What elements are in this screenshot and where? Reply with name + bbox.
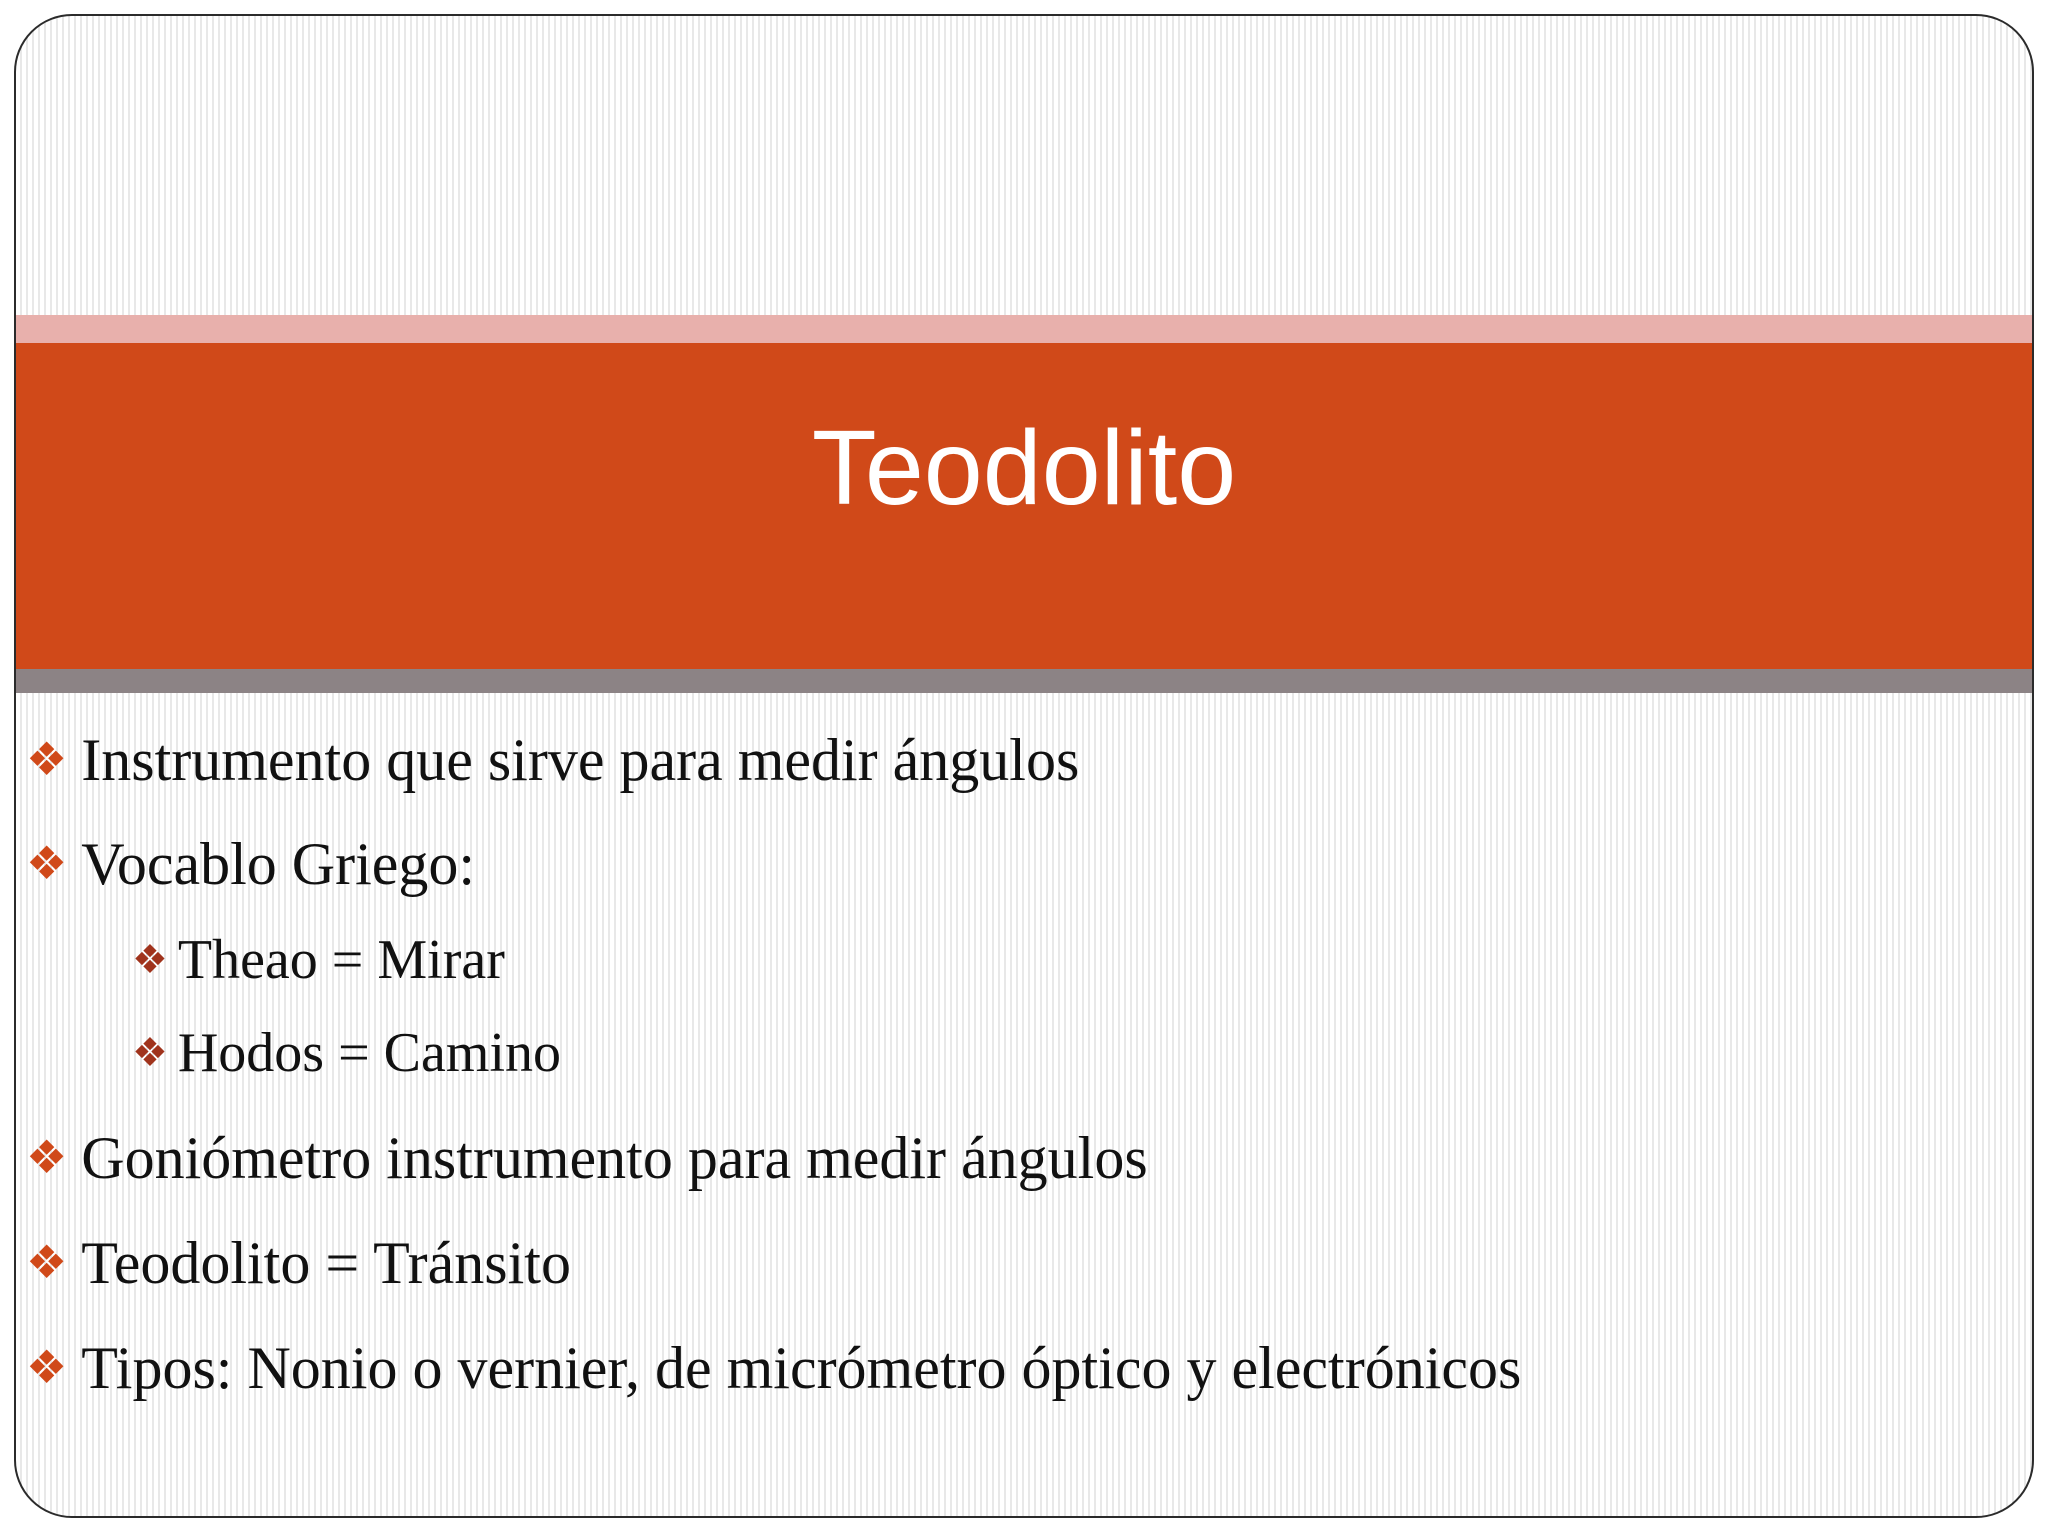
bullet-item bbox=[26, 1223, 571, 1303]
sub-bullet-item bbox=[132, 1016, 561, 1090]
bullet-item bbox=[26, 824, 475, 904]
bullet-text: Teodolito = Tránsito bbox=[81, 1230, 571, 1296]
bullet-text: Instrumento que sirve para medir ángulos bbox=[81, 727, 1080, 793]
bullet-item bbox=[26, 720, 1079, 800]
diamond-bullet-icon: ❖ bbox=[26, 838, 68, 889]
diamond-bullet-icon: ❖ bbox=[132, 937, 168, 982]
diamond-bullet-icon: ❖ bbox=[26, 1237, 68, 1288]
slide-title: Teodolito bbox=[811, 409, 1237, 527]
diamond-bullet-icon: ❖ bbox=[132, 1030, 168, 1075]
sub-bullet-item bbox=[132, 923, 505, 997]
diamond-bullet-icon: ❖ bbox=[26, 734, 68, 785]
bullet-text: Tipos: Nonio o vernier, de micrómetro óptico y electrónicos bbox=[81, 1335, 1522, 1401]
bullet-list bbox=[16, 16, 2032, 1516]
sub-bullet-text: Theao = Mirar bbox=[177, 929, 505, 991]
bullet-item bbox=[26, 1118, 1148, 1198]
diamond-bullet-icon: ❖ bbox=[26, 1342, 68, 1393]
bullet-item bbox=[26, 1328, 1521, 1408]
bullet-text: Vocablo Griego: bbox=[81, 831, 476, 897]
slide bbox=[14, 14, 2034, 1518]
diamond-bullet-icon: ❖ bbox=[26, 1132, 68, 1183]
sub-bullet-text: Hodos = Camino bbox=[177, 1022, 561, 1084]
bullet-text: Goniómetro instrumento para medir ángulos bbox=[81, 1125, 1148, 1191]
